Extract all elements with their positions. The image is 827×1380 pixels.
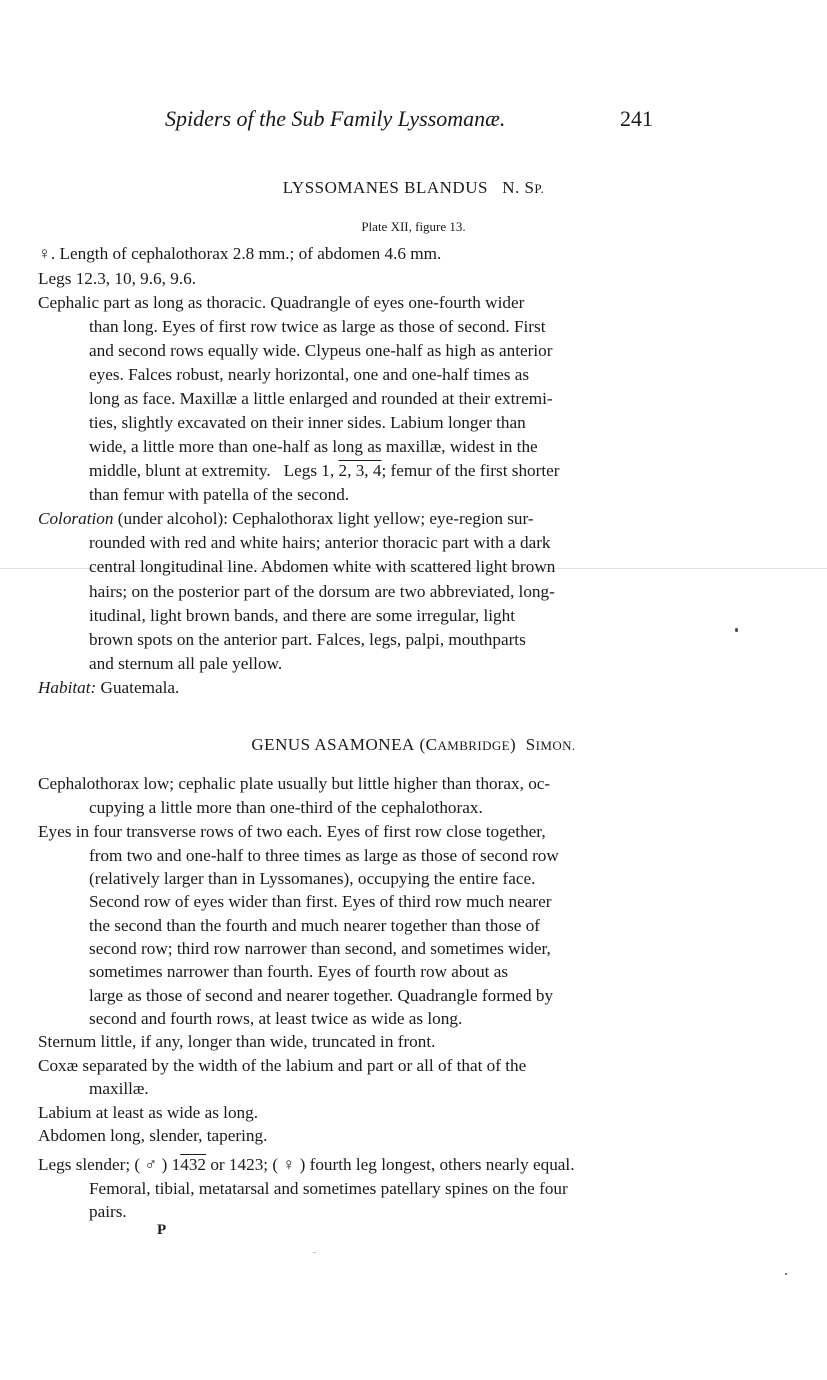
text-line: second and fourth rows, at least twice as wide as long. [89, 1009, 463, 1028]
species-heading-name: LYSSOMANES BLANDUS [282, 178, 488, 197]
text-line: Cephalic part as long as thoracic. Quadrangle of eyes one-fourth wider [38, 293, 525, 312]
text-line: Coloration (under alcohol): Cephalothorax light yellow; eye-region sur- [38, 509, 534, 528]
text-line: itudinal, light brown bands, and there are some irregular, light [89, 606, 516, 625]
text-line: wide, a little more than one-half as long as maxillæ, widest in the [89, 437, 538, 456]
running-title: Spiders of the Sub Family Lyssomanæ. [165, 106, 506, 131]
text-line: central longitudinal line. Abdomen white with scattered light brown [89, 557, 556, 576]
text-line: cupying a little more than one-third of the cephalothorax. [89, 798, 483, 817]
text-line: brown spots on the anterior part. Falces, legs, palpi, mouthparts [89, 630, 526, 649]
plate-reference: Plate XII, figure 13. [361, 219, 466, 234]
scan-speck [785, 1273, 787, 1275]
text-line: Coxæ separated by the width of the labium and part or all of that of the [38, 1056, 527, 1075]
text-line: and sternum all pale yellow. [89, 654, 283, 673]
text-line: maxillæ. [89, 1079, 149, 1098]
scan-speck [735, 628, 738, 632]
text-line: hairs; on the posterior part of the dorsum are two abbreviated, long- [89, 582, 555, 601]
text-line: eyes. Falces robust, nearly horizontal, one and one-half times as [89, 365, 530, 384]
text-line: large as those of second and nearer together. Quadrangle formed by [89, 986, 554, 1005]
text-line: rounded with red and white hairs; anterior thoracic part with a dark [89, 533, 551, 552]
signature-mark: P [157, 1222, 167, 1238]
text-line: Legs slender; ( ♂ ) 1432 or 1423; ( ♀ ) fourth leg longest, others nearly equal. [38, 1155, 575, 1174]
text-line: ♀. Length of cephalothorax 2.8 mm.; of abdomen 4.6 mm. [38, 244, 442, 263]
text-line: Femoral, tibial, metatarsal and sometimes patellary spines on the four [89, 1179, 568, 1198]
text-line: Eyes in four transverse rows of two each. Eyes of first row close together, [38, 822, 546, 841]
text-line: Second row of eyes wider than first. Eyes of third row much nearer [89, 892, 552, 911]
text-line: Abdomen long, slender, tapering. [38, 1126, 268, 1145]
text-line: the second than the fourth and much nearer together than those of [89, 916, 541, 935]
text-line: from two and one-half to three times as large as those of second row [89, 846, 559, 865]
text-line: ties, slightly excavated on their inner sides. Labium longer than [89, 413, 526, 432]
text-line: Legs 12.3, 10, 9.6, 9.6. [38, 269, 197, 288]
text-line: Habitat: Guatemala. [38, 678, 180, 697]
text-line: middle, blunt at extremity. Legs 1, 2, 3, 4; femur of the first shorter [89, 461, 560, 480]
text-line: (relatively larger than in Lyssomanes), occupying the entire face. [89, 869, 536, 888]
scan-speck [313, 1252, 316, 1253]
species-heading [0, 178, 827, 198]
coloration-label: Coloration [38, 509, 114, 528]
page-number: 241 [620, 106, 653, 131]
overlined-legs: 432 [180, 1155, 207, 1174]
running-head [0, 106, 827, 136]
text-line: than long. Eyes of first row twice as large as those of second. First [89, 317, 546, 336]
text-line: Cephalothorax low; cephalic plate usually but little higher than thorax, oc- [38, 774, 551, 793]
text-line: and second rows equally wide. Clypeus one-half as high as anterior [89, 341, 553, 360]
text-line: Sternum little, if any, longer than wide, truncated in front. [38, 1032, 436, 1051]
overlined-legs: 2, 3, 4 [338, 461, 382, 480]
habitat-label: Habitat: [38, 678, 97, 697]
text-line: long as face. Maxillæ a little enlarged and rounded at their extremi- [89, 389, 553, 408]
text-line: sometimes narrower than fourth. Eyes of fourth row about as [89, 962, 509, 981]
text-line: than femur with patella of the second. [89, 485, 350, 504]
text-line: second row; third row narrower than second, and sometimes wider, [89, 939, 551, 958]
text-line: Labium at least as wide as long. [38, 1103, 259, 1122]
text-line: pairs. [89, 1202, 127, 1221]
species-heading-abbrev: N. SP. [502, 178, 545, 197]
genus-heading: GENUS ASAMONEA (CAMBRIDGE) SIMON. [251, 735, 576, 754]
